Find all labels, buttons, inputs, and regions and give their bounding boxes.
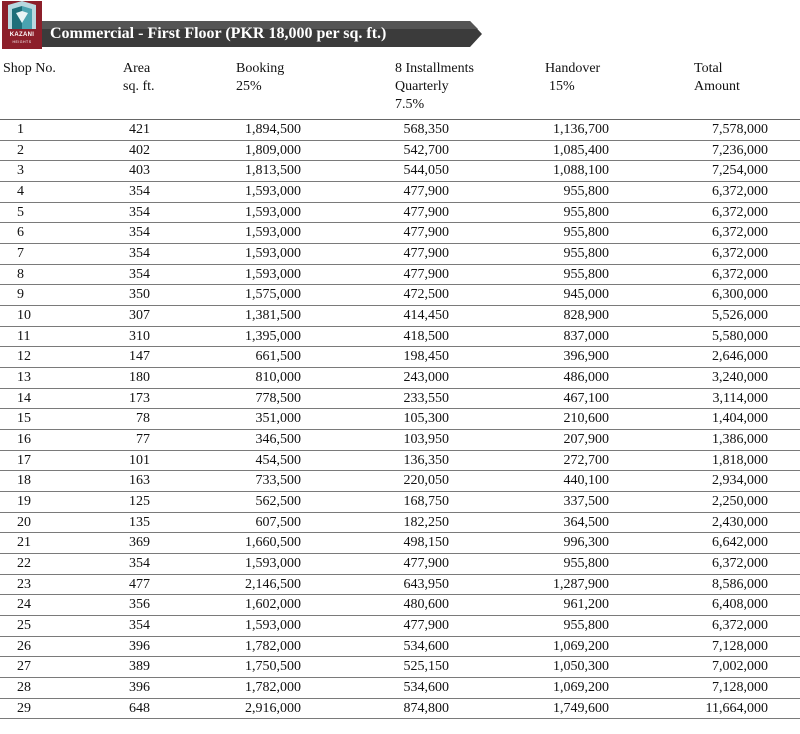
shop-number: 29 [17,700,31,716]
booking-cell: 810,000 [255,370,301,386]
page-title: Commercial - First Floor (PKR 18,000 per sq. ft.) [50,25,387,42]
handover-cell: 207,900 [563,432,609,448]
handover-cell: 955,800 [563,618,609,634]
handover-cell: 1,136,700 [553,122,609,137]
handover-cell: 955,800 [563,225,609,241]
installment-cell: 477,900 [403,618,449,634]
shop-number: 25 [17,618,31,634]
shop-number: 16 [17,432,31,448]
booking-cell: 1,381,500 [245,308,301,324]
area-cell: 369 [129,535,150,551]
booking-cell: 1,782,000 [245,680,301,696]
area-cell: 350 [129,287,150,303]
total-cell: 6,372,000 [712,184,768,200]
installment-cell: 418,500 [403,328,449,344]
booking-cell: 454,500 [255,452,301,468]
header-installments: 8 Installments Quarterly 7.5% [395,61,474,112]
area-cell: 356 [129,597,150,613]
price-table [0,120,800,719]
shop-number: 23 [17,576,31,592]
shop-number: 2 [17,142,24,158]
booking-cell: 778,500 [255,390,301,406]
header-area: Area sq. ft. [123,61,155,94]
area-cell: 354 [129,225,150,241]
total-cell: 1,386,000 [712,432,768,448]
booking-cell: 1,593,000 [245,184,301,200]
installment-cell: 414,450 [403,308,449,324]
table-row [0,678,800,699]
table-row [0,285,800,306]
area-cell: 421 [129,122,150,137]
booking-cell: 1,782,000 [245,638,301,654]
area-cell: 389 [129,659,150,675]
table-row [0,244,800,265]
area-cell: 180 [129,370,150,386]
installment-cell: 544,050 [403,163,449,179]
handover-cell: 1,069,200 [553,638,609,654]
booking-cell: 1,593,000 [245,246,301,262]
booking-cell: 1,575,000 [245,287,301,303]
table-row [0,389,800,410]
handover-cell: 337,500 [563,494,609,510]
total-cell: 7,236,000 [712,142,768,158]
table-row [0,223,800,244]
table-row [0,451,800,472]
total-cell: 2,934,000 [712,473,768,489]
area-cell: 77 [136,432,150,448]
logo-text: KAZANI [9,32,35,38]
shop-number: 24 [17,597,31,613]
installment-cell: 477,900 [403,184,449,200]
shop-number: 3 [17,163,24,179]
total-cell: 7,128,000 [712,680,768,696]
total-cell: 6,372,000 [712,225,768,241]
total-cell: 5,580,000 [712,328,768,344]
area-cell: 354 [129,266,150,282]
total-cell: 6,372,000 [712,618,768,634]
total-cell: 6,372,000 [712,204,768,220]
total-cell: 6,372,000 [712,266,768,282]
total-cell: 7,002,000 [712,659,768,675]
handover-cell: 828,900 [563,308,609,324]
handover-cell: 1,085,400 [553,142,609,158]
shop-number: 19 [17,494,31,510]
installment-cell: 874,800 [403,700,449,716]
total-cell: 6,372,000 [712,246,768,262]
booking-cell: 1,395,000 [245,328,301,344]
installment-cell: 477,900 [403,204,449,220]
table-row [0,699,800,720]
area-cell: 477 [129,576,150,592]
shop-number: 18 [17,473,31,489]
handover-cell: 945,000 [563,287,609,303]
shop-number: 5 [17,204,24,220]
total-cell: 7,128,000 [712,638,768,654]
building-icon [2,1,42,31]
booking-cell: 1,593,000 [245,225,301,241]
shop-number: 9 [17,287,24,303]
header-total: Total Amount [694,61,740,94]
shop-number: 17 [17,452,31,468]
table-row [0,182,800,203]
shop-number: 4 [17,184,24,200]
table-row [0,203,800,224]
installment-cell: 480,600 [403,597,449,613]
shop-number: 1 [17,122,24,137]
booking-cell: 1,602,000 [245,597,301,613]
handover-cell: 961,200 [563,597,609,613]
area-cell: 147 [129,349,150,365]
installment-cell: 534,600 [403,638,449,654]
area-cell: 354 [129,618,150,634]
installment-cell: 477,900 [403,246,449,262]
booking-cell: 1,593,000 [245,204,301,220]
area-cell: 125 [129,494,150,510]
total-cell: 3,240,000 [712,370,768,386]
installment-cell: 105,300 [403,411,449,427]
booking-cell: 1,593,000 [245,618,301,634]
installment-cell: 477,900 [403,266,449,282]
handover-cell: 210,600 [563,411,609,427]
installment-cell: 643,950 [403,576,449,592]
table-row [0,120,800,141]
installment-cell: 168,750 [403,494,449,510]
table-row [0,616,800,637]
handover-cell: 1,069,200 [553,680,609,696]
header-shop: Shop No. [3,61,56,76]
shop-number: 7 [17,246,24,262]
table-row [0,657,800,678]
total-cell: 7,254,000 [712,163,768,179]
table-row [0,533,800,554]
table-row [0,595,800,616]
total-cell: 5,526,000 [712,308,768,324]
table-row [0,471,800,492]
shop-number: 13 [17,370,31,386]
installment-cell: 243,000 [403,370,449,386]
total-cell: 3,114,000 [712,390,768,406]
table-row [0,265,800,286]
handover-cell: 955,800 [563,266,609,282]
header-booking: Booking 25% [236,61,285,94]
shop-number: 21 [17,535,31,551]
area-cell: 135 [129,514,150,530]
area-cell: 354 [129,246,150,262]
booking-cell: 562,500 [255,494,301,510]
total-cell: 7,578,000 [712,122,768,137]
booking-cell: 2,146,500 [245,576,301,592]
area-cell: 396 [129,638,150,654]
shop-number: 15 [17,411,31,427]
handover-cell: 955,800 [563,246,609,262]
installment-cell: 477,900 [403,225,449,241]
booking-cell: 1,593,000 [245,556,301,572]
total-cell: 6,300,000 [712,287,768,303]
table-row [0,430,800,451]
installment-cell: 477,900 [403,556,449,572]
table-row [0,161,800,182]
shop-number: 12 [17,349,31,365]
table-row [0,141,800,162]
table-row [0,575,800,596]
installment-cell: 220,050 [403,473,449,489]
shop-number: 10 [17,308,31,324]
table-row [0,554,800,575]
total-cell: 8,586,000 [712,576,768,592]
logo-subtext: HEIGHTS [12,40,32,44]
booking-cell: 1,809,000 [245,142,301,158]
handover-cell: 1,050,300 [553,659,609,675]
table-row [0,347,800,368]
total-cell: 6,642,000 [712,535,768,551]
area-cell: 648 [129,700,150,716]
area-cell: 354 [129,556,150,572]
booking-cell: 1,660,500 [245,535,301,551]
table-row [0,492,800,513]
area-cell: 78 [136,411,150,427]
total-cell: 1,818,000 [712,452,768,468]
handover-cell: 467,100 [563,390,609,406]
booking-cell: 1,813,500 [245,163,301,179]
shop-number: 11 [17,328,31,344]
area-cell: 163 [129,473,150,489]
installment-cell: 198,450 [403,349,449,365]
handover-cell: 1,287,900 [553,576,609,592]
installment-cell: 525,150 [403,659,449,675]
shop-number: 27 [17,659,31,675]
handover-cell: 440,100 [563,473,609,489]
handover-cell: 955,800 [563,556,609,572]
booking-cell: 1,894,500 [245,122,301,137]
handover-cell: 837,000 [563,328,609,344]
booking-cell: 2,916,000 [245,700,301,716]
kazani-logo [2,1,42,49]
handover-cell: 272,700 [563,452,609,468]
table-row [0,409,800,430]
area-cell: 173 [129,390,150,406]
shop-number: 28 [17,680,31,696]
area-cell: 354 [129,204,150,220]
installment-cell: 472,500 [403,287,449,303]
booking-cell: 661,500 [255,349,301,365]
header-handover: Handover 15% [545,61,601,94]
area-cell: 310 [129,328,150,344]
area-cell: 307 [129,308,150,324]
table-row [0,327,800,348]
total-cell: 11,664,000 [705,700,768,716]
total-cell: 2,646,000 [712,349,768,365]
area-cell: 402 [129,142,150,158]
installment-cell: 233,550 [403,390,449,406]
booking-cell: 351,000 [255,411,301,427]
total-cell: 1,404,000 [712,411,768,427]
table-row [0,513,800,534]
total-cell: 2,250,000 [712,494,768,510]
area-cell: 101 [129,452,150,468]
table-row [0,637,800,658]
shop-number: 6 [17,225,24,241]
installment-cell: 498,150 [403,535,449,551]
area-cell: 396 [129,680,150,696]
total-cell: 6,408,000 [712,597,768,613]
installment-cell: 136,350 [403,452,449,468]
handover-cell: 1,749,600 [553,700,609,716]
shop-number: 14 [17,390,31,406]
handover-cell: 996,300 [563,535,609,551]
handover-cell: 396,900 [563,349,609,365]
installment-cell: 103,950 [403,432,449,448]
total-cell: 2,430,000 [712,514,768,530]
shop-number: 20 [17,514,31,530]
booking-cell: 1,750,500 [245,659,301,675]
table-row [0,306,800,327]
shop-number: 8 [17,266,24,282]
area-cell: 354 [129,184,150,200]
total-cell: 6,372,000 [712,556,768,572]
shop-number: 22 [17,556,31,572]
installment-cell: 568,350 [403,122,449,137]
installment-cell: 182,250 [403,514,449,530]
booking-cell: 607,500 [255,514,301,530]
installment-cell: 534,600 [403,680,449,696]
handover-cell: 955,800 [563,204,609,220]
area-cell: 403 [129,163,150,179]
booking-cell: 346,500 [255,432,301,448]
handover-cell: 1,088,100 [553,163,609,179]
booking-cell: 733,500 [255,473,301,489]
booking-cell: 1,593,000 [245,266,301,282]
table-row [0,368,800,389]
handover-cell: 486,000 [563,370,609,386]
handover-cell: 955,800 [563,184,609,200]
handover-cell: 364,500 [563,514,609,530]
installment-cell: 542,700 [403,142,449,158]
shop-number: 26 [17,638,31,654]
title-banner [0,0,800,52]
